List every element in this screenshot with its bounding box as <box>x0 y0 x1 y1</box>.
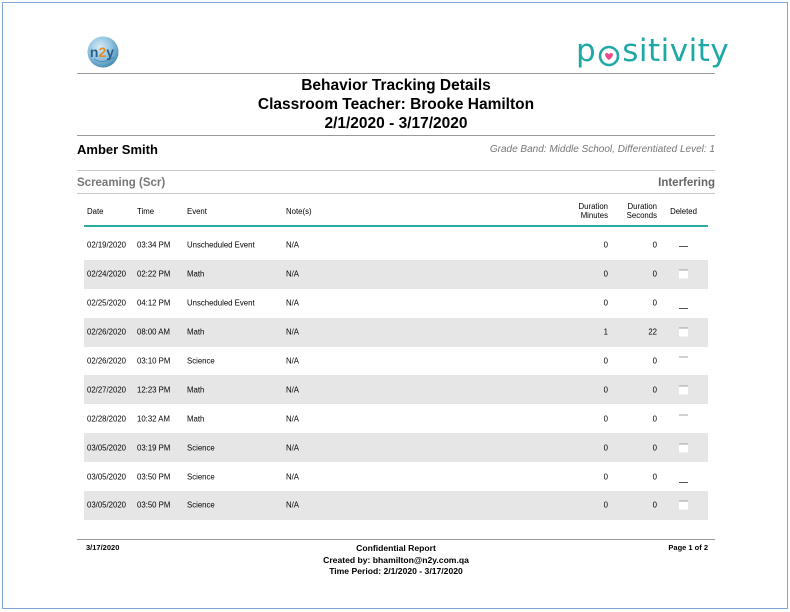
deleted-checkbox[interactable] <box>679 482 688 483</box>
cell-notes: N/A <box>286 500 299 510</box>
deleted-checkbox[interactable] <box>679 414 688 423</box>
cell-date: 03/05/2020 <box>87 443 127 453</box>
cell-seconds: 0 <box>652 298 657 308</box>
table-row <box>84 260 708 289</box>
cell-time: 03:10 PM <box>137 356 171 366</box>
col-duration-seconds-line2: Seconds <box>626 211 657 220</box>
cell-seconds: 0 <box>652 414 657 424</box>
col-time-header: Time <box>137 207 155 216</box>
cell-event: Math <box>187 385 205 395</box>
cell-seconds: 0 <box>652 269 657 279</box>
table-row <box>84 231 708 260</box>
cell-seconds: 0 <box>652 443 657 453</box>
cell-minutes: 0 <box>603 298 608 308</box>
deleted-checkbox[interactable] <box>679 308 688 309</box>
deleted-checkbox[interactable] <box>679 328 688 337</box>
deleted-checkbox[interactable] <box>679 443 688 452</box>
cell-date: 02/25/2020 <box>87 298 127 308</box>
cell-event: Unscheduled Event <box>187 240 255 250</box>
cell-date: 02/24/2020 <box>87 269 127 279</box>
cell-minutes: 0 <box>603 500 608 510</box>
cell-date: 03/05/2020 <box>87 500 127 510</box>
deleted-checkbox[interactable] <box>679 501 688 510</box>
table-row <box>84 462 708 491</box>
table-row <box>84 289 708 318</box>
table-row <box>84 433 708 462</box>
col-duration-minutes-header <box>568 202 608 220</box>
cell-event: Math <box>187 414 205 424</box>
positivity-logo <box>576 33 729 69</box>
cell-time: 08:00 AM <box>137 327 170 337</box>
events-table <box>84 198 708 520</box>
col-duration-minutes-line1: Duration <box>578 202 608 211</box>
title-line-2: Classroom Teacher: Brooke Hamilton <box>257 96 535 113</box>
col-duration-minutes-line2: Minutes <box>580 211 608 220</box>
grade-info: Grade Band: Middle School, Differentiated Level: 1 <box>489 144 715 155</box>
cell-notes: N/A <box>286 356 299 366</box>
footer-created-by: Created by: bhamilton@n2y.com.qa <box>323 554 469 565</box>
student-name: Amber Smith <box>77 142 158 157</box>
cell-event: Math <box>187 327 205 337</box>
cell-event: Unscheduled Event <box>187 298 255 308</box>
cell-time: 12:23 PM <box>137 385 171 395</box>
deleted-checkbox[interactable] <box>679 385 688 394</box>
svg-text:n2y: n2y <box>89 44 115 60</box>
footer-rule <box>77 539 715 540</box>
behavior-rule <box>77 193 715 194</box>
deleted-checkbox[interactable] <box>679 270 688 279</box>
cell-time: 03:34 PM <box>137 240 171 250</box>
cell-date: 03/05/2020 <box>87 472 127 482</box>
cell-notes: N/A <box>286 472 299 482</box>
cell-seconds: 0 <box>652 472 657 482</box>
n2y-logo <box>85 35 121 69</box>
report-title <box>77 76 715 133</box>
col-date-header: Date <box>87 207 104 216</box>
cell-minutes: 0 <box>603 414 608 424</box>
cell-time: 02:22 PM <box>137 269 171 279</box>
table-row <box>84 318 708 347</box>
col-duration-seconds-line1: Duration <box>627 202 657 211</box>
student-rule <box>77 170 715 171</box>
footer-time-period: Time Period: 2/1/2020 - 3/17/2020 <box>329 566 463 576</box>
cell-notes: N/A <box>286 240 299 250</box>
cell-date: 02/26/2020 <box>87 327 127 337</box>
cell-notes: N/A <box>286 269 299 279</box>
cell-date: 02/27/2020 <box>87 385 127 395</box>
table-row <box>84 491 708 520</box>
table-header <box>84 198 708 227</box>
footer-confidential: Confidential Report <box>356 543 436 553</box>
footer-info <box>77 543 715 578</box>
cell-minutes: 0 <box>603 269 608 279</box>
cell-minutes: 1 <box>603 327 608 337</box>
cell-seconds: 0 <box>652 385 657 395</box>
table-row <box>84 347 708 376</box>
deleted-checkbox[interactable] <box>679 246 688 247</box>
logo-suffix: sitivity <box>622 33 730 69</box>
table-row <box>84 404 708 433</box>
title-line-3: 2/1/2020 - 3/17/2020 <box>324 115 468 132</box>
cell-time: 03:50 PM <box>137 500 171 510</box>
cell-time: 10:32 AM <box>137 414 170 424</box>
cell-time: 03:19 PM <box>137 443 171 453</box>
table-row <box>84 375 708 404</box>
cell-date: 02/26/2020 <box>87 356 127 366</box>
footer-date: 3/17/2020 <box>86 543 120 552</box>
cell-notes: N/A <box>286 414 299 424</box>
cell-date: 02/19/2020 <box>87 240 127 250</box>
cell-event: Science <box>187 443 215 453</box>
cell-minutes: 0 <box>603 240 608 250</box>
col-event-header: Event <box>187 207 207 216</box>
heart-o-icon <box>597 39 621 63</box>
col-notes-header: Note(s) <box>286 207 312 216</box>
page-number: Page 1 of 2 <box>668 543 708 552</box>
cell-minutes: 0 <box>603 472 608 482</box>
header-rule <box>77 73 715 74</box>
cell-seconds: 22 <box>648 327 657 337</box>
cell-event: Science <box>187 356 215 366</box>
col-duration-seconds-header <box>619 202 657 220</box>
cell-minutes: 0 <box>603 385 608 395</box>
cell-minutes: 0 <box>603 443 608 453</box>
cell-event: Math <box>187 269 205 279</box>
cell-event: Science <box>187 472 215 482</box>
cell-time: 03:50 PM <box>137 472 171 482</box>
cell-seconds: 0 <box>652 240 657 250</box>
logo-prefix: p <box>576 33 597 69</box>
cell-minutes: 0 <box>603 356 608 366</box>
cell-date: 02/28/2020 <box>87 414 127 424</box>
cell-seconds: 0 <box>652 500 657 510</box>
cell-notes: N/A <box>286 298 299 308</box>
cell-notes: N/A <box>286 385 299 395</box>
cell-notes: N/A <box>286 327 299 337</box>
behavior-name: Screaming (Scr) <box>77 177 166 189</box>
title-line-1: Behavior Tracking Details <box>301 77 491 94</box>
cell-notes: N/A <box>286 443 299 453</box>
title-rule <box>77 135 715 136</box>
behavior-category: Interfering <box>658 177 715 189</box>
cell-time: 04:12 PM <box>137 298 171 308</box>
col-deleted-header: Deleted <box>670 207 697 216</box>
cell-seconds: 0 <box>652 356 657 366</box>
deleted-checkbox[interactable] <box>679 357 688 366</box>
cell-event: Science <box>187 500 215 510</box>
